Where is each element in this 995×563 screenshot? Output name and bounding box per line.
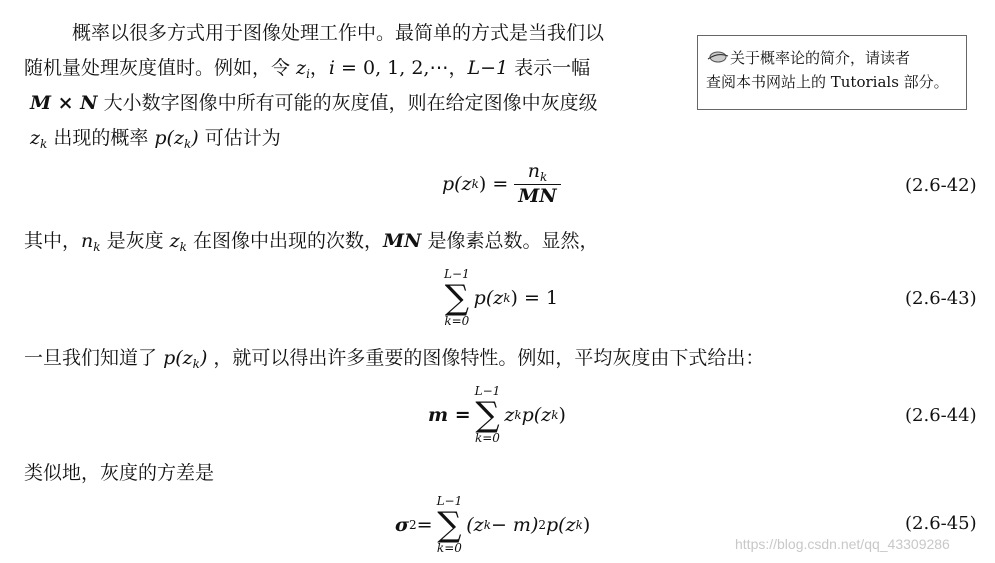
math-pzk2: $p(z_k)$ (163, 347, 208, 371)
equation-number-43: (2.6-43) (905, 288, 977, 309)
watermark-url: https://blog.csdn.net/qq_43309286 (735, 536, 950, 552)
equation-number-45: (2.6-45) (905, 513, 977, 534)
web-globe-icon (706, 47, 730, 61)
summation: L−1 ∑ k=0 (474, 384, 501, 445)
summation: L−1 ∑ k=0 (444, 267, 470, 328)
para4-line: 类似地，灰度的方差是 (24, 462, 215, 484)
para1-line1: 概率以很多方式用于图像处理工作中。最简单的方式是当我们以 (72, 22, 605, 44)
equation-2-6-45: σ 2 = L−1 ∑ k=0 (z k − m) 2 p(z k ) (395, 494, 591, 555)
para2-line: 其中，$n_k$ 是灰度 $z_k$ 在图像中出现的次数，MN 是像素总数。显然， (24, 230, 599, 254)
equation-2-6-42: p(z k ) = $\frac{n_k}{MN}$ (442, 160, 561, 207)
margin-note-box (697, 35, 967, 110)
para3-line: 一旦我们知道了 $p(z_k)$ ，就可以得出许多重要的图像特性。例如，平均灰度由下式给出： (24, 347, 765, 371)
fraction: $\frac{n_k}{MN}$ (514, 160, 560, 207)
math-zk: $z_k$ (30, 127, 48, 151)
math-i: i (328, 57, 335, 79)
summation: L−1 ∑ k=0 (436, 494, 463, 555)
math-z: $z_i$ (296, 57, 310, 81)
math-zk2: $z_k$ (169, 230, 187, 254)
margin-note-line2: 查阅本书网站上的 Tutorials 部分。 (706, 73, 949, 91)
margin-note-line1: 关于概率论的简介，请读者 (706, 46, 958, 70)
equation-2-6-44: m = L−1 ∑ k=0 z k p(z k ) (428, 384, 566, 445)
math-pzk: $p(z_k)$ (154, 127, 199, 151)
para1-line3: M × N 大小数字图像中所有可能的灰度值，则在给定图像中灰度级 (30, 92, 598, 114)
para1-line4: $z_k$ 出现的概率 $p(z_k)$ 可估计为 (30, 127, 281, 151)
equation-number-42: (2.6-42) (905, 175, 977, 196)
para1-line2: 随机量处理灰度值时。例如，令 $z_i$，i = 0, 1, 2,⋯，L−1 表示一幅 (24, 57, 591, 81)
math-nk: $n_k$ (81, 230, 101, 254)
equation-2-6-43: L−1 ∑ k=0 p(z k ) = 1 (444, 267, 559, 328)
equation-number-44: (2.6-44) (905, 405, 977, 426)
